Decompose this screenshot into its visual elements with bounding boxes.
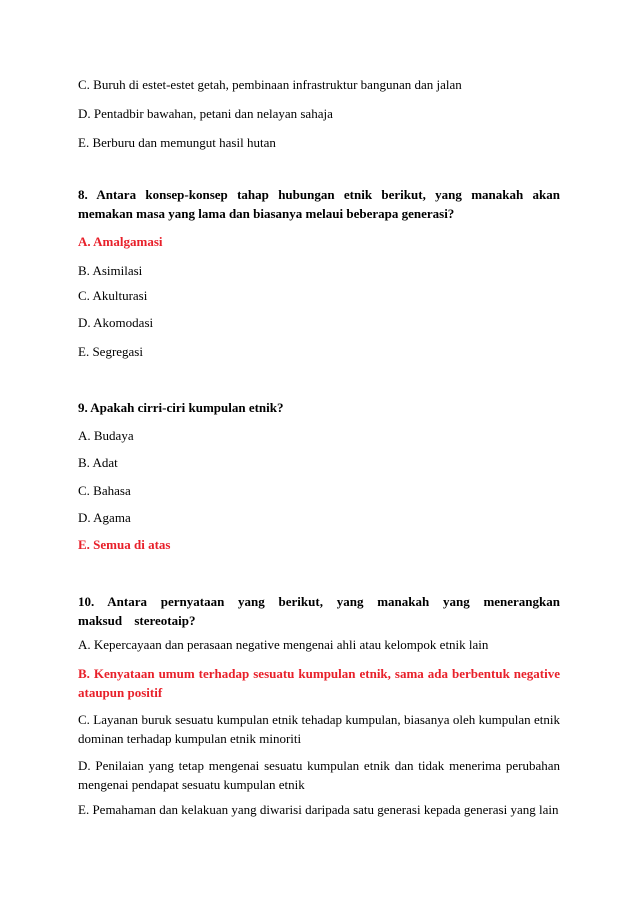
- q10-option-e: E. Pemahaman dan kelakuan yang diwarisi daripada satu generasi kepada generasi yang lain: [78, 802, 559, 817]
- q10-option-b-answer: B. Kenyataan umum terhadap sesuatu kumpulan etnik, sama ada berbentuk negative ataupun positif: [78, 666, 560, 700]
- q10-option-d: D. Penilaian yang tetap mengenai sesuatu kumpulan etnik dan tidak menerima perubahan mengenai pendapat sesuatu kumpulan etnik: [78, 758, 560, 792]
- q9-option-a: A. Budaya: [78, 428, 134, 443]
- q9-question: 9. Apakah cirri-ciri kumpulan etnik?: [78, 400, 284, 415]
- q7-option-d: D. Pentadbir bawahan, petani dan nelayan sahaja: [78, 106, 333, 121]
- q9-option-d: D. Agama: [78, 510, 131, 525]
- q8-option-e: E. Segregasi: [78, 344, 143, 359]
- q9-option-e-answer: E. Semua di atas: [78, 537, 171, 552]
- document-page: [78, 0, 560, 902]
- q8-option-a-answer: A. Amalgamasi: [78, 234, 163, 249]
- q9-option-c: C. Bahasa: [78, 483, 131, 498]
- q10-option-c: C. Layanan buruk sesuatu kumpulan etnik tehadap kumpulan, biasanya oleh kumpulan etnik dominan terhadap kumpulan etnik minoriti: [78, 712, 560, 746]
- q9-option-b: B. Adat: [78, 455, 118, 470]
- q8-option-c: C. Akulturasi: [78, 288, 148, 303]
- q8-option-d: D. Akomodasi: [78, 315, 154, 330]
- q8-question: 8. Antara konsep-konsep tahap hubungan etnik berikut, yang manakah akan memakan masa yang lama dan biasanya melaui beberapa generasi?: [78, 187, 560, 221]
- q8-option-b: B. Asimilasi: [78, 263, 143, 278]
- q7-option-e: E. Berburu dan memungut hasil hutan: [78, 135, 276, 150]
- q7-option-c: C. Buruh di estet-estet getah, pembinaan infrastruktur bangunan dan jalan: [78, 77, 462, 92]
- q10-question: 10. Antara pernyataan yang berikut, yang manakah yang menerangkan maksud stereotaip?: [78, 594, 560, 628]
- q10-option-a: A. Kepercayaan dan perasaan negative mengenai ahli atau kelompok etnik lain: [78, 637, 489, 652]
